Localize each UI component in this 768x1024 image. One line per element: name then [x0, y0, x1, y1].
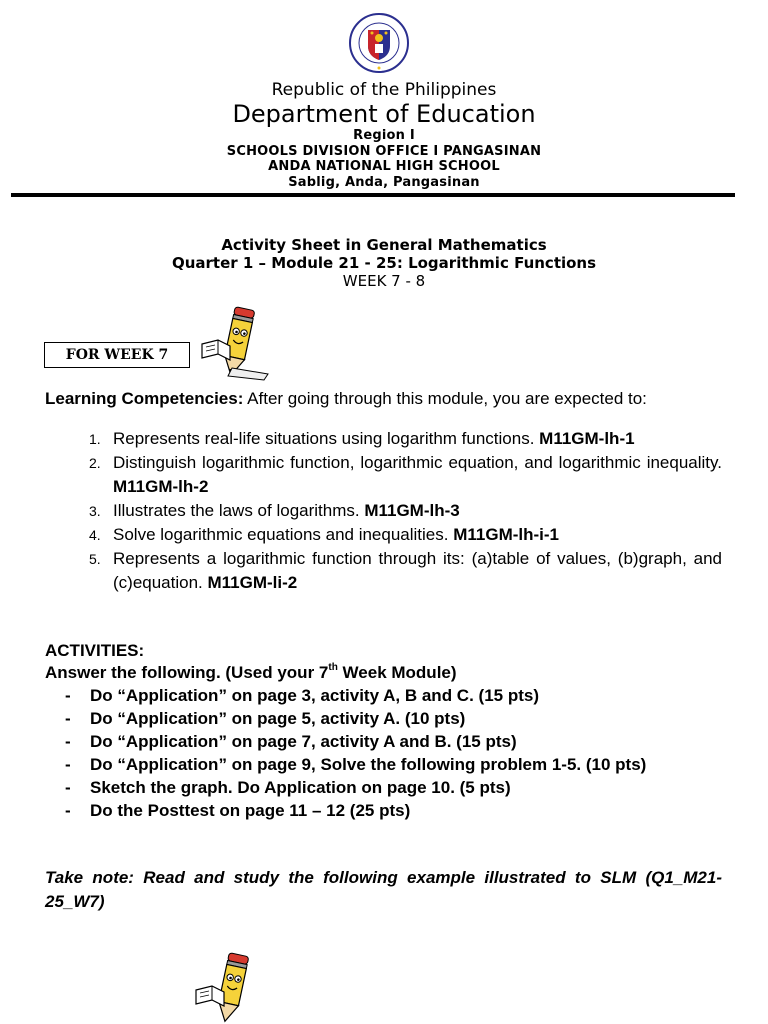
dash-bullet: - — [65, 778, 71, 797]
activity-text: Do “Application” on page 3, activity A, B and C. (15 pts) — [90, 686, 539, 705]
competency-code: M11GM-lh-2 — [113, 477, 209, 496]
activity-text: Do the Posttest on page 11 – 12 (25 pts) — [90, 801, 411, 820]
list-item — [45, 547, 722, 595]
dash-bullet: - — [65, 686, 71, 705]
competency-code: M11GM-lh-3 — [364, 501, 460, 520]
region-line: Region I — [353, 128, 415, 143]
activity-text: Do “Application” on page 9, Solve the following problem 1-5. (10 pts) — [90, 755, 647, 774]
header-divider — [11, 193, 735, 197]
competency-text: Represents real-life situations using logarithm functions. — [113, 429, 540, 448]
list-number: 3. — [89, 503, 101, 519]
location-line: Sablig, Anda, Pangasinan — [288, 175, 480, 190]
list-item — [45, 799, 722, 822]
dash-bullet: - — [65, 801, 71, 820]
list-item — [45, 730, 722, 753]
activity-text: Do “Application” on page 5, activity A. (10 pts) — [90, 709, 466, 728]
week-range: WEEK 7 - 8 — [342, 272, 426, 290]
competency-list — [45, 427, 722, 595]
division-line: SCHOOLS DIVISION OFFICE I PANGASINAN — [226, 144, 542, 159]
dash-bullet: - — [65, 709, 71, 728]
learning-competencies-label: Learning Competencies: — [45, 389, 244, 408]
pencil-mascot-icon — [198, 302, 278, 382]
list-item — [45, 427, 722, 451]
competency-text: Illustrates the laws of logarithms. — [113, 501, 365, 520]
list-item — [45, 451, 722, 499]
list-item — [45, 707, 722, 730]
list-item — [45, 523, 722, 547]
instruction-text: Answer the following. (Used your 7 — [45, 663, 329, 682]
learning-competencies-text: After going through this module, you are expected to: — [243, 389, 647, 408]
republic-line: Republic of the Philippines — [271, 80, 497, 100]
list-item — [45, 499, 722, 523]
module-title: Quarter 1 – Module 21 - 25: Logarithmic Functions — [171, 254, 597, 272]
sheet-title: Activity Sheet in General Mathematics — [221, 236, 547, 254]
dash-bullet: - — [65, 755, 71, 774]
competency-text: Distinguish logarithmic function, logarithmic equation, and logarithmic inequality. — [113, 453, 722, 472]
pencil-mascot-icon — [190, 948, 274, 1024]
take-note: Take note: Read and study the following example illustrated to SLM (Q1_M21-25_W7) — [45, 868, 722, 911]
competency-text: Represents a logarithmic function through its: (a)table of values, (b)graph, and (c)equation. — [113, 549, 722, 592]
activity-list — [45, 684, 722, 822]
activities-heading: ACTIVITIES: — [45, 641, 145, 660]
instruction-superscript: th — [328, 662, 338, 674]
deped-seal-icon — [348, 6, 410, 80]
learning-competencies-intro — [45, 387, 722, 411]
list-item — [45, 684, 722, 707]
activity-text: Sketch the graph. Do Application on page 10. (5 pts) — [90, 778, 511, 797]
competency-code: M11GM-li-2 — [207, 573, 298, 592]
activities-instruction — [45, 661, 457, 685]
competency-code: M11GM-lh-1 — [539, 429, 635, 448]
list-number: 2. — [89, 455, 101, 471]
department-line: Department of Education — [232, 100, 536, 128]
list-number: 1. — [89, 431, 101, 447]
activity-text: Do “Application” on page 7, activity A and B. (15 pts) — [90, 732, 517, 751]
list-number: 5. — [89, 551, 101, 567]
instruction-text-end: Week Module) — [337, 663, 457, 682]
week-label-box: FOR WEEK 7 — [44, 342, 190, 368]
list-number: 4. — [89, 527, 101, 543]
competency-text: Solve logarithmic equations and inequalities. — [113, 525, 454, 544]
competency-code: M11GM-lh-i-1 — [453, 525, 560, 544]
dash-bullet: - — [65, 732, 71, 751]
list-item — [45, 753, 722, 776]
list-item — [45, 776, 722, 799]
school-line: ANDA NATIONAL HIGH SCHOOL — [268, 159, 500, 174]
